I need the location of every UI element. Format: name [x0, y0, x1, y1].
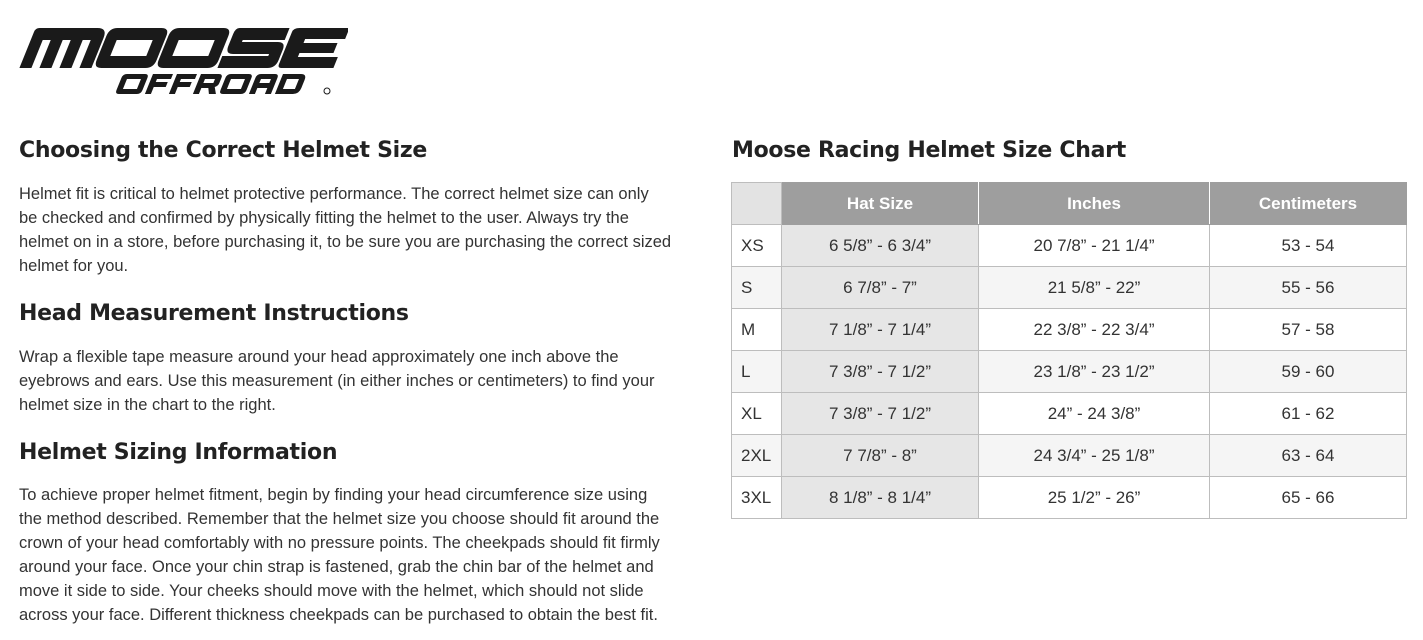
- section-title-sizing-information: Helmet Sizing Information: [19, 440, 338, 465]
- centimeters-cell: 55 - 56: [1210, 267, 1407, 309]
- paragraph-line: eyebrows and ears. Use this measurement (in either inches or centimeters) to find your: [19, 372, 655, 390]
- inches-cell: 25 1/2” - 26”: [979, 477, 1210, 519]
- paragraph-line: be checked and confirmed by physically fitting the helmet to the user. Always try the: [19, 209, 629, 227]
- size-label: S: [732, 267, 782, 309]
- size-chart-title: Moose Racing Helmet Size Chart: [732, 138, 1126, 163]
- paragraph-line: helmet on in a store, before purchasing it, to be sure you are purchasing the correct sized: [19, 233, 672, 251]
- table-row: [732, 351, 1407, 393]
- header-hat-size: Hat Size: [782, 183, 979, 225]
- paragraph-line: helmet for you.: [19, 257, 129, 275]
- section-title-choosing-size: Choosing the Correct Helmet Size: [19, 138, 428, 163]
- paragraph-line: To achieve proper helmet fitment, begin by finding your head circumference size using: [19, 486, 648, 504]
- header-inches: Inches: [979, 183, 1210, 225]
- table-row: [732, 393, 1407, 435]
- hat-size-cell: 6 7/8” - 7”: [782, 267, 979, 309]
- hat-size-cell: 8 1/8” - 8 1/4”: [782, 477, 979, 519]
- table-row: [732, 225, 1407, 267]
- table-row: [732, 309, 1407, 351]
- moose-offroad-logo-graphic: [18, 22, 348, 98]
- hat-size-cell: 6 5/8” - 6 3/4”: [782, 225, 979, 267]
- centimeters-cell: 61 - 62: [1210, 393, 1407, 435]
- table-header-row: [732, 183, 1407, 225]
- size-label: XL: [732, 393, 782, 435]
- paragraph-line: crown of your head comfortably with no pressure points. The cheekpads should fit firmly: [19, 534, 660, 552]
- inches-cell: 24” - 24 3/8”: [979, 393, 1210, 435]
- paragraph-line: helmet size in the chart to the right.: [19, 396, 276, 414]
- table-row: [732, 267, 1407, 309]
- size-label: L: [732, 351, 782, 393]
- size-label: 2XL: [732, 435, 782, 477]
- paragraph-line: across your face. Different thickness cheekpads can be purchased to obtain the best fit.: [19, 606, 658, 624]
- size-label: 3XL: [732, 477, 782, 519]
- centimeters-cell: 57 - 58: [1210, 309, 1407, 351]
- hat-size-cell: 7 3/8” - 7 1/2”: [782, 351, 979, 393]
- section-title-head-measurement: Head Measurement Instructions: [19, 301, 409, 326]
- inches-cell: 22 3/8” - 22 3/4”: [979, 309, 1210, 351]
- size-label: XS: [732, 225, 782, 267]
- section-body-choosing-size: [19, 182, 709, 278]
- inches-cell: 20 7/8” - 21 1/4”: [979, 225, 1210, 267]
- table-row: [732, 477, 1407, 519]
- paragraph-line: Helmet fit is critical to helmet protective performance. The correct helmet size can only: [19, 185, 649, 203]
- inches-cell: 21 5/8” - 22”: [979, 267, 1210, 309]
- hat-size-cell: 7 1/8” - 7 1/4”: [782, 309, 979, 351]
- paragraph-line: Wrap a flexible tape measure around your head approximately one inch above the: [19, 348, 619, 366]
- paragraph-line: around your face. Once your chin strap is fastened, grab the chin bar of the helmet and: [19, 558, 654, 576]
- paragraph-line: move it side to side. Your cheeks should move with the helmet, which should not slide: [19, 582, 644, 600]
- helmet-size-chart: [731, 182, 1407, 519]
- table-row: [732, 435, 1407, 477]
- centimeters-cell: 53 - 54: [1210, 225, 1407, 267]
- centimeters-cell: 65 - 66: [1210, 477, 1407, 519]
- section-body-head-measurement: [19, 345, 709, 417]
- hat-size-cell: 7 3/8” - 7 1/2”: [782, 393, 979, 435]
- section-body-sizing-information: [19, 483, 709, 627]
- centimeters-cell: 63 - 64: [1210, 435, 1407, 477]
- moose-offroad-logo: [18, 22, 348, 98]
- inches-cell: 23 1/8” - 23 1/2”: [979, 351, 1210, 393]
- centimeters-cell: 59 - 60: [1210, 351, 1407, 393]
- paragraph-line: the method described. Remember that the helmet size you choose should fit around the: [19, 510, 660, 528]
- header-centimeters: Centimeters: [1210, 183, 1407, 225]
- header-corner: [732, 183, 782, 225]
- hat-size-cell: 7 7/8” - 8”: [782, 435, 979, 477]
- inches-cell: 24 3/4” - 25 1/8”: [979, 435, 1210, 477]
- size-label: M: [732, 309, 782, 351]
